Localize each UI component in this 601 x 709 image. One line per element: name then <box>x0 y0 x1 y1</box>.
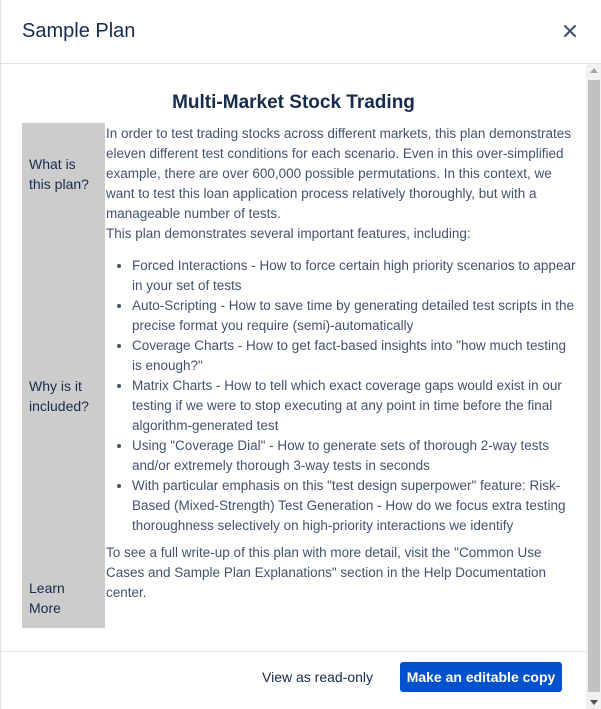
why-label: Why is it included? <box>29 378 89 414</box>
scrollbar[interactable] <box>586 64 601 709</box>
dialog-title: Sample Plan <box>22 20 136 42</box>
list-item: • Using "Coverage Dial" - How to generate sets of thorough 2-way tests and/or extremely thorough 3-way tests in seconds <box>132 436 576 476</box>
dialog-footer <box>1 651 586 709</box>
dialog-body <box>1 64 601 651</box>
features-list <box>106 256 576 536</box>
list-item: • With particular emphasis on this "test design superpower" feature: Risk-Based (Mixed-Strength) Test Generation - How do we focus extra testing thoroughness selectively on high-priority interactions we identify <box>132 476 576 536</box>
intro-text: In order to test trading stocks across different markets, this plan demonstrates eleven different test conditions for each scenario. Even in this over-simplified example, there are over 600,000 possible permutations. In this context, we want to test this loan application process relatively thoroughly, but with a manageable number of tests. <box>106 126 571 221</box>
view-read-only-link[interactable]: View as read-only <box>262 669 374 685</box>
list-item: • Auto-Scripting - How to save time by generating detailed test scripts in the precise format you require (semi)-automatically <box>132 296 576 336</box>
learn-more-label: Learn More <box>29 580 65 616</box>
list-item: • Forced Interactions - How to force certain high priority scenarios to appear in your set of tests <box>132 256 576 296</box>
scrollbar-thumb[interactable] <box>588 80 600 692</box>
plan-content <box>106 124 576 603</box>
features-intro: This plan demonstrates several important features, including: <box>106 226 471 241</box>
scroll-up-arrow-icon[interactable] <box>590 68 598 73</box>
close-icon <box>560 21 580 41</box>
plan-title: Multi-Market Stock Trading <box>172 92 415 113</box>
close-button[interactable] <box>560 21 580 41</box>
label-column <box>22 123 105 628</box>
scroll-down-arrow-icon[interactable] <box>590 700 598 705</box>
dialog-header <box>1 0 601 64</box>
what-label: What is this plan? <box>29 156 89 192</box>
make-editable-copy-button[interactable]: Make an editable copy <box>400 662 562 692</box>
list-item: • Coverage Charts - How to get fact-based insights into "how much testing is enough?" <box>132 336 576 376</box>
list-item: • Matrix Charts - How to tell which exact coverage gaps would exist in our testing if we were to stop executing at any point in time before the final algorithm-generated test <box>132 376 576 436</box>
learn-more-text: To see a full write-up of this plan with more detail, visit the "Common Use Cases and Sample Plan Explanations" section in the Help Documentation center. <box>106 545 547 600</box>
